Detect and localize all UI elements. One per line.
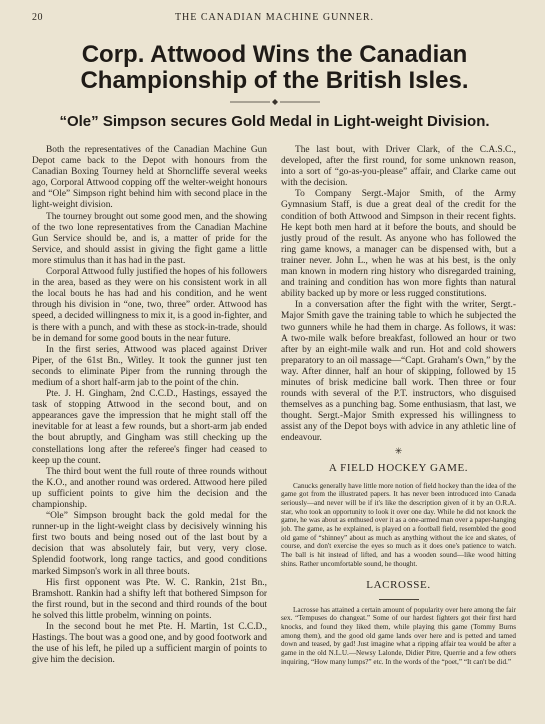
article-paragraph: In the first series, Attwood was placed against Driver Piper, of the 61st Bn., Witley. It took the gunner just ten seconds to eliminate Piper from the running through the medium of a short half-arm jab to the point of the chin. (32, 344, 267, 388)
publication-title: THE CANADIAN MACHINE GUNNER. (174, 12, 375, 23)
article-columns (32, 145, 517, 666)
article-paragraph: To Company Sergt.-Major Smith, of the Army Gymnasium Staff, is due a great deal of the credit for the condition of both Attwood and Simpson in their recent fights. He kept both men hard at it before the bouts, and should be justly proud of the result. As anyone who has followed the ring game knows, a manager can be dispensed with, but a trainer never. John L., when he was at his best, is the only man known in modern ring history who disregarded training, and training and condition has won more fights than natural ability backed up by more or less rugged constitutions. (281, 189, 516, 300)
running-head (32, 12, 517, 28)
article-paragraph: Pte. J. H. Gingham, 2nd C.C.D., Hastings, essayed the task of stopping Attwood in the second bout, and on appearances gave the impression that he might stall off the inevitable for at least a few rounds, but a short-arm jab ended the bout abruptly, and Gingham was still checking up the constellations long after the referee's finger had ceased to keep up the count. (32, 389, 267, 466)
article-paragraph: Both the representatives of the Canadian Machine Gun Depot came back to the Depot with honours from the Canadian Boxing Tourney held at Shorncliffe several weeks ago, Corporal Attwood copping off the welter-weight honours and “Ole” Simpson right behind him with second place in the light-weight division. (32, 145, 267, 211)
article-paragraph: The tourney brought out some good men, and the showing of the two lone representatives from the Canadian Machine Gun Service should be, and is, a matter of pride for the Service, and should assist in giving the fight game a little more stimulus than it has had in the past. (32, 211, 267, 266)
article-paragraph: His first opponent was Pte. W. C. Rankin, 21st Bn., Bramshott. Rankin had a shifty left that bothered Simpson for the first round, but in the second and third rounds of the bout he solved this little probelm, winning on points. (32, 577, 267, 621)
page-number: 20 (32, 12, 43, 23)
lacrosse-paragraph: Lacrosse has attained a certain amount of popularity over here among the fair sex. “Tempuses do changeat.” Some of our hardest fighters got their first hard knocks, and found they liked them, while playing this game (Tommy Burns among them), and the good old game lands over here and is petted and tamed down and teased, by gad! Just imagine what a ripping affair tea would be after a game in the old N.L.U.—Newsy Lalonde, Didier Pitre, Querrie and a few others inquiring, “How many lumps?” etc. In the words of the “poet,” “It can't be did.” (281, 605, 516, 666)
article-paragraph: In a conversation after the fight with the writer, Sergt.-Major Smith gave the training table to which he subjected the two gunners while he had them in charge. As follows, it was: A two-mile walk before breakfast, followed an hour or two after by an eight-mile walk and run. Hot and cold showers preparatory to an oil massage—“Capt. Graham's Own,” by the way. After dinner, half an hour of skipping, followed by 15 minutes of brisk medicine ball work. Then three or four rounds with several of the P.T. instructors, who disguised themselves as a punching bag. Some enthusiasm, that last, we thought. Sergt.-Major Smith expressed his willingness to assist any of the Depot boys with advice in any athletic line of endeavour. (281, 300, 516, 444)
star-separator-icon: ✳ (394, 445, 403, 456)
ornament-rule-icon (230, 98, 320, 106)
lacrosse-title: LACROSSE. (366, 578, 431, 591)
left-column (32, 145, 267, 666)
headline-ornament (32, 98, 517, 109)
article-paragraph: “Ole” Simpson brought back the gold medal for the runner-up in the light-weight class by decisively winning his first two bouts and being nosed out of the last bout by a decision that was absolutely fair, but very, very close. Splendid footwork, long range tactics, and good conditions marked Simpson's work in all three bouts. (32, 511, 267, 577)
field-hockey-title: A FIELD HOCKEY GAME. (328, 461, 469, 474)
right-column (281, 145, 516, 666)
article-paragraph: The last bout, with Driver Clark, of the C.A.S.C., developed, after the first round, for some unknown reason, into a sort of “go-as-you-please” affair, and Clarke came out with the decision. (281, 145, 516, 189)
article-paragraph: In the second bout he met Pte. H. Martin, 1st C.C.D., Hastings. The bout was a good one, and by good footwork and the use of his left, he piled up a sufficient margin of points to give him the decision. (32, 622, 267, 666)
field-hockey-body (281, 482, 516, 569)
lacrosse-title-underline (379, 599, 419, 600)
lacrosse-body (281, 606, 516, 667)
article-paragraph: Corporal Attwood fully justified the hopes of his followers in the area, based as they were on his consistent work in all the local bouts he has had and his condition, and he went through his division in “one, two, three” order. Attwood has speed, a decided willingness to mix it, is a good in-fighter, and is there with a punch, and with these as stock-in-trade, should be in demand for some good bouts in the near future. (32, 267, 267, 344)
article-subheadline: “Ole” Simpson secures Gold Medal in Light-weight Division. (59, 113, 490, 130)
article-paragraph: The third bout went the full route of three rounds without the K.O., and another round was ordered. Attwood here piled up sufficient points to give him the decision and the championship. (32, 466, 267, 510)
article-headline: Corp. Attwood Wins the Canadian Championship of the British Isles. (80, 41, 469, 94)
field-hockey-paragraph: Canucks generally have little more notion of field hockey than the idea of the game got from the illustrated papers. It has never been introduced into Canada seriously—and never will be if it's like the description given of it by an O.R.A. star, who took an opportunity to look it over one day. While he did not knock the game, he was about as enthused over it as a one-armed man over a paper-hanging job. The game, as he explained, is played on a football field, resembled the good old game of “shinney” about as much as anything without the ice and skates, of course, and don't exercise the eyes so much as it does one's patience to watch. The ball is hit instead of lifted, and has a wooden sound—like wood hitting shins. Rather uncomfortable sound, he thought. (281, 481, 516, 568)
